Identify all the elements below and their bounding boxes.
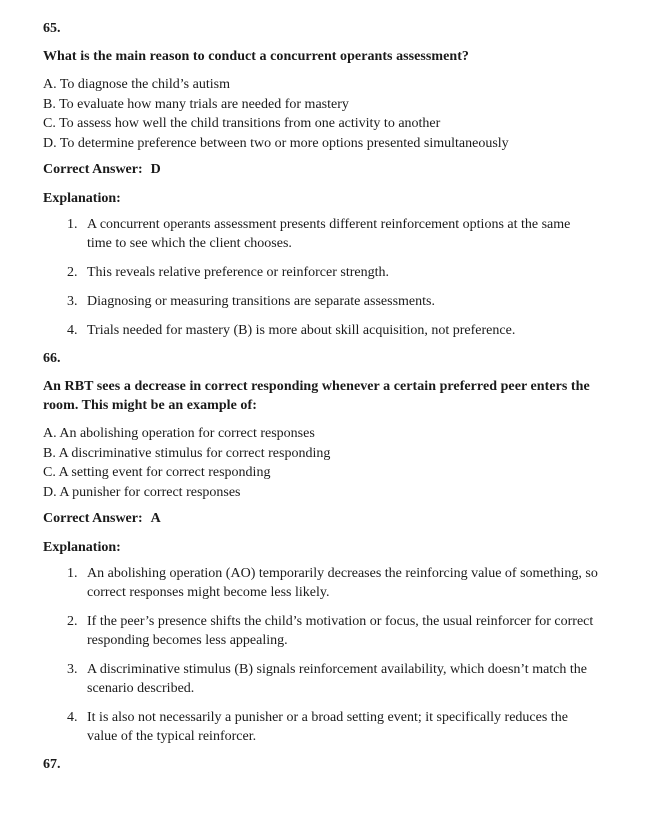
correct-answer-value: A bbox=[150, 511, 161, 526]
option-c: C. A setting event for correct responding bbox=[43, 465, 271, 480]
answer-options bbox=[43, 424, 618, 502]
explanation-item bbox=[43, 660, 618, 698]
explanation-list bbox=[43, 564, 618, 746]
option-d: D. A punisher for correct responses bbox=[43, 484, 241, 500]
explanation-label: Explanation: bbox=[43, 191, 121, 206]
question-number: 67. bbox=[43, 757, 61, 772]
explanation-item bbox=[43, 564, 618, 602]
question-block-66 bbox=[43, 350, 618, 746]
explanation-item-number: 2. bbox=[67, 614, 78, 629]
explanation-item-text: A discriminative stimulus (B) signals reinforcement availability, which doesn’t match the scenario described. bbox=[87, 662, 588, 696]
explanation-item-number: 3. bbox=[67, 294, 78, 309]
explanation-item-number: 2. bbox=[67, 265, 78, 280]
explanation-item bbox=[43, 612, 618, 650]
question-number: 66. bbox=[43, 351, 61, 366]
explanation-list bbox=[43, 215, 618, 340]
explanation-item bbox=[43, 708, 618, 746]
question-block-65 bbox=[43, 20, 618, 340]
option-b: B. A discriminative stimulus for correct responding bbox=[43, 445, 331, 461]
explanation-item-text: Diagnosing or measuring transitions are separate assessments. bbox=[87, 294, 435, 309]
question-text: An RBT sees a decrease in correct responding whenever a certain preferred peer enters the room. This might be an example of: bbox=[43, 379, 590, 413]
option-b: B. To evaluate how many trials are needed for mastery bbox=[43, 96, 349, 112]
correct-answer-value: D bbox=[150, 162, 161, 177]
explanation-item-text: An abolishing operation (AO) temporarily decreases the reinforcing value of something, so correct responses might become less likely. bbox=[87, 566, 598, 600]
explanation-item bbox=[43, 292, 618, 311]
explanation-label: Explanation: bbox=[43, 540, 121, 555]
answer-options bbox=[43, 75, 618, 153]
option-d: D. To determine preference between two or more options presented simultaneously bbox=[43, 135, 509, 151]
explanation-item-number: 1. bbox=[67, 217, 78, 232]
explanation-item-text: Trials needed for mastery (B) is more about skill acquisition, not preference. bbox=[87, 323, 516, 338]
explanation-item-text: A concurrent operants assessment presents different reinforcement options at the same time to see which the client chooses. bbox=[87, 217, 571, 251]
option-c: C. To assess how well the child transitions from one activity to another bbox=[43, 116, 441, 131]
correct-answer bbox=[43, 161, 618, 179]
explanation-item bbox=[43, 321, 618, 340]
correct-answer bbox=[43, 510, 618, 528]
explanation-item bbox=[43, 215, 618, 253]
explanation-item-text: If the peer’s presence shifts the child’s motivation or focus, the usual reinforcer for correct responding becomes less appealing. bbox=[87, 614, 594, 648]
question-block-67 bbox=[43, 756, 618, 774]
explanation-item-number: 4. bbox=[67, 323, 78, 338]
explanation-item-number: 1. bbox=[67, 566, 78, 581]
explanation-item-number: 3. bbox=[67, 662, 78, 677]
correct-answer-label: Correct Answer: bbox=[43, 511, 143, 526]
explanation-item bbox=[43, 263, 618, 282]
explanation-item-text: It is also not necessarily a punisher or a broad setting event; it specifically reduces the value of the typical reinforcer. bbox=[87, 710, 568, 744]
option-a: A. An abolishing operation for correct responses bbox=[43, 426, 315, 441]
explanation-item-text: This reveals relative preference or reinforcer strength. bbox=[87, 265, 390, 280]
correct-answer-label: Correct Answer: bbox=[43, 162, 143, 177]
option-a: A. To diagnose the child’s autism bbox=[43, 77, 230, 92]
question-text: What is the main reason to conduct a concurrent operants assessment? bbox=[43, 49, 469, 64]
explanation-item-number: 4. bbox=[67, 710, 78, 725]
question-number: 65. bbox=[43, 21, 61, 36]
